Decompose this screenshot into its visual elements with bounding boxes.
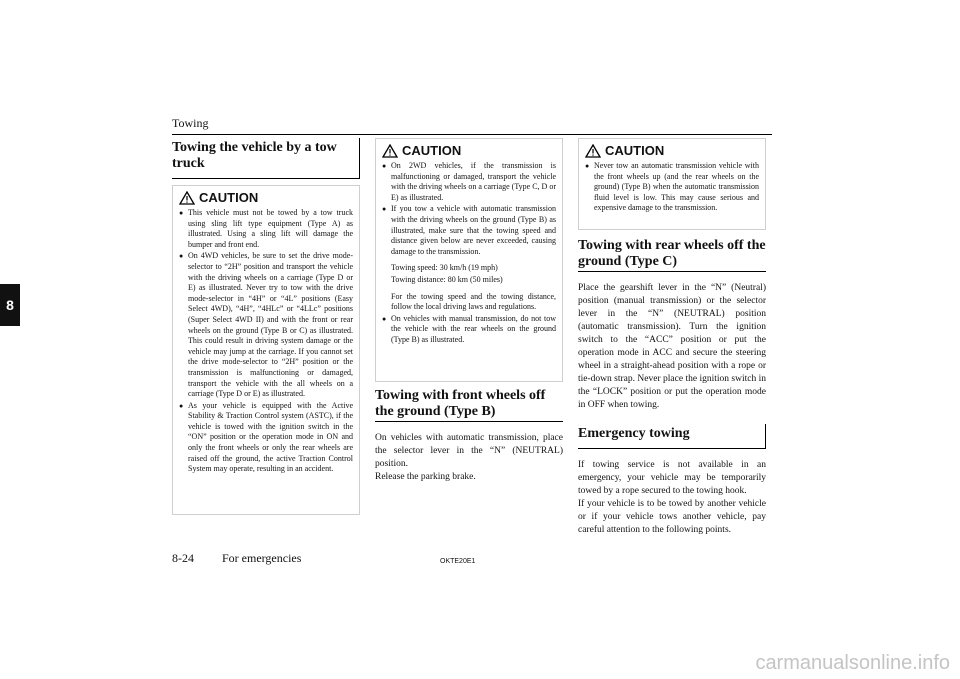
section-heading-type-c: Towing with rear wheels off the ground (Type C) <box>578 238 766 272</box>
caution-title: CAUTION <box>199 190 259 205</box>
section-heading-emergency-towing: Emergency towing <box>578 424 766 449</box>
list-item: ● If you tow a vehicle with automatic transmission with the driving wheels on the ground (Type B) as illustrated, make sure that the towing speed and distance given below are never exceeded, causing damage to the transmission. <box>382 204 556 256</box>
bullet-icon: ● <box>382 314 387 323</box>
body-paragraph: If towing service is not available in an emergency, your vehicle may be temporarily towed by a rope secured to the towing hook. <box>578 460 766 496</box>
list-item: ● On vehicles with manual transmission, do not tow the vehicle with the rear wheels on the ground (Type B) as illustrated. <box>382 313 556 344</box>
watermark: carmanualsonline.info <box>755 652 950 674</box>
body-paragraph: If your vehicle is to be towed by another vehicle or if your vehicle tows another vehicle, pay careful attention to the following points. <box>578 499 766 535</box>
towing-distance: Towing distance: 80 km (50 miles) <box>391 274 503 284</box>
column-3 <box>578 138 766 537</box>
column-2 <box>375 138 563 484</box>
body-paragraph: Release the parking brake. <box>375 472 476 482</box>
list-item: ● On 4WD vehicles, be sure to set the drive mode-selector to “2H” position and transport the vehicle with the driving wheels on a carriage (Type D or E) as illustrated. Never try to tow with the drive mode-selector in “4H” or “4L” positions (Easy Select 4WD), “4H”, “4HLc” or “4LLc” positions (Super Select 4WD II) and with the front or rear wheels on the ground (Type B or C) as illustrated. This could result in driving system damage or the vehicle may jump at the carriage. If you cannot set the drive mode-selector to “2H” position or the transmission is malfunctioning or damaged, transport the vehicle with the all wheels on a carriage (Type D or E) as illustrated. <box>179 251 353 399</box>
document-code: OKTE20E1 <box>440 558 476 565</box>
caution-box-1 <box>172 185 360 515</box>
list-item: ● On 2WD vehicles, if the transmission is malfunctioning or damaged, transport the vehicle with the driving wheels on a carriage (Type C, D or E) as illustrated. <box>382 161 556 202</box>
column-1 <box>172 138 360 515</box>
bullet-icon: ● <box>382 162 387 170</box>
caution-box-3 <box>578 138 766 230</box>
warning-triangle-icon <box>585 144 601 158</box>
list-item: ● As your vehicle is equipped with the Active Stability & Traction Control system (ASTC), if the vehicle is towed with the ignition switch in the “ON” position or the operation mode in ON and only the front wheels or only the rear wheels are raised off the ground, the active Traction Control System may operate, resulting in an accident. <box>179 400 353 474</box>
footer-section: For emergencies <box>222 551 302 565</box>
warning-triangle-icon <box>179 191 195 205</box>
towing-note: For the towing speed and the towing distance, follow the local driving laws and regulations. <box>391 291 556 312</box>
list-item: ● This vehicle must not be towed by a tow truck using sling lift type equipment (Type A) as illustrated. Using a sling lift will damage the bumper and front end. <box>179 208 353 249</box>
bullet-icon: ● <box>585 162 590 170</box>
page-number: 8-24 <box>172 551 194 565</box>
section-heading-tow-truck: Towing the vehicle by a tow truck <box>172 138 360 179</box>
towing-speed: Towing speed: 30 km/h (19 mph) <box>391 263 498 273</box>
running-header: Towing <box>172 116 209 130</box>
body-paragraph: Place the gearshift lever in the “N” (Neutral) position (manual transmission) or the selector lever in the “N” (NEUTRAL) position (automatic transmission). Turn the ignition switch to the “ACC” position or put the operation mode in ACC and secure the steering wheel in a straight-ahead position with a rope or tie-down strap. Never place the ignition switch in the “LOCK” position or put the operation mode in OFF when towing. <box>578 283 766 410</box>
caution-title: CAUTION <box>605 143 665 158</box>
bullet-icon: ● <box>179 252 184 261</box>
list-item: ● Never tow an automatic transmission vehicle with the front wheels up (and the rear wheels on the ground) (Type B) when the automatic transmission fluid level is low. This may cause serious and expensive damage to the transmission. <box>585 161 759 213</box>
header-rule <box>172 134 772 135</box>
body-paragraph: On vehicles with automatic transmission, place the selector lever in the “N” (NEUTRAL) position. <box>375 433 563 469</box>
chapter-tab: 8 <box>0 284 20 326</box>
bullet-icon: ● <box>179 401 184 410</box>
section-heading-type-b: Towing with front wheels off the ground (Type B) <box>375 388 563 422</box>
bullet-icon: ● <box>382 205 387 214</box>
caution-title: CAUTION <box>402 143 462 158</box>
caution-box-2 <box>375 138 563 382</box>
bullet-icon: ● <box>179 209 184 217</box>
warning-triangle-icon <box>382 144 398 158</box>
